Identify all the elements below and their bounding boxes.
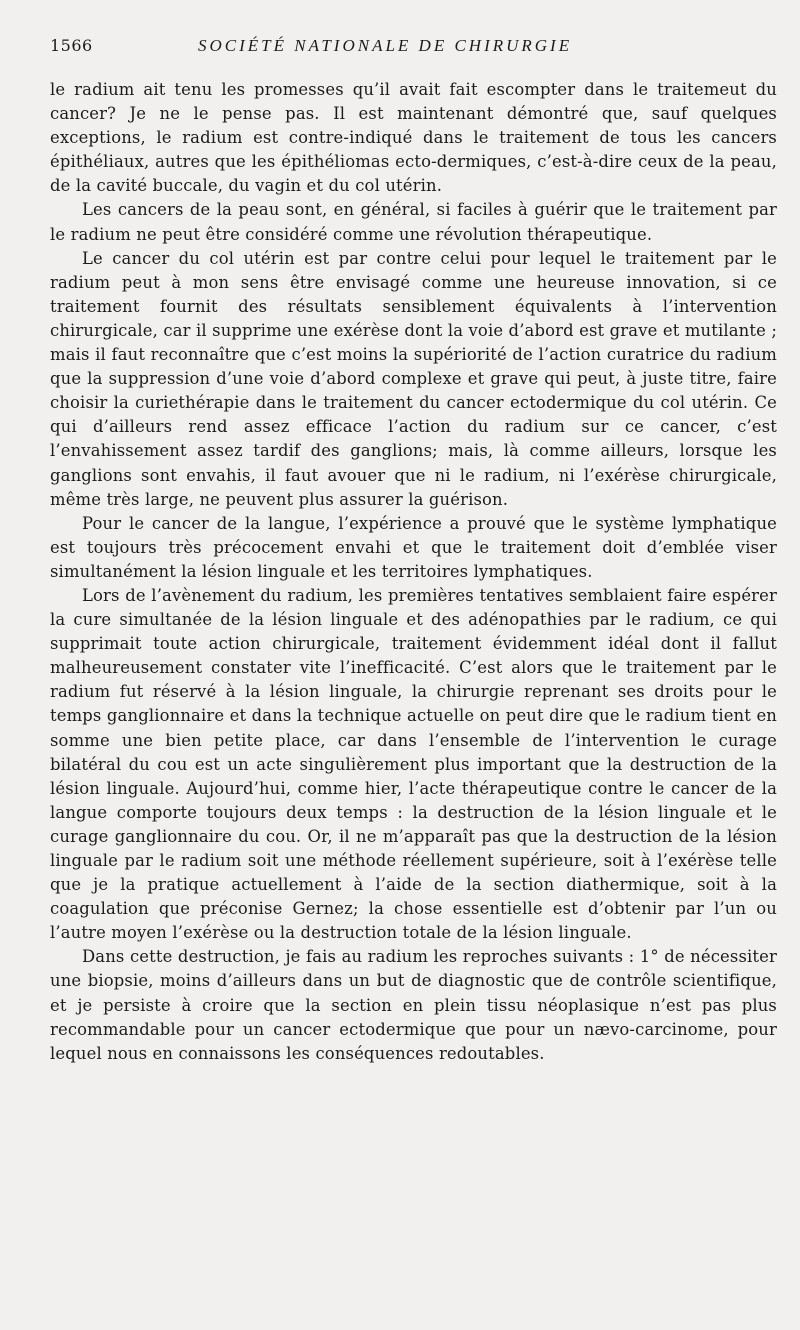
paragraph-6: Dans cette destruction, je fais au radium les reproches suivants : 1° de nécessiter une biopsie, moins d’ailleurs dans un but de diagnostic que de contrôle scientifique, et je persiste à croire que la section en plein tissu néoplasique n’est pas plus recommandable pour un cancer ectodermique que pour un nævo-carcinome, pour lequel nous en connaissons les conséquences redoutables. xyxy=(50,947,777,1063)
body-text xyxy=(50,78,777,1066)
paragraph-3: Le cancer du col utérin est par contre celui pour lequel le traitement par le radium peut à mon sens être envisagé comme une heureuse innovation, si ce traitement fournit des résultats sensiblement équivalents à l’intervention chirurgicale, car il supprime une exérèse dont la voie d’abord est grave et mutilante ; mais il faut reconnaître que c’est moins la supériorité de l’action curatrice du radium que la suppression d’une voie d’abord complexe et grave qui peut, à juste titre, faire choisir la curiethérapie dans le traitement du cancer ectodermique du col utérin. Ce qui d’ailleurs rend assez efficace l’action du radium sur ce cancer, c’est l’envahissement assez tardif des ganglions; mais, là comme ailleurs, lorsque les ganglions sont envahis, il faut avouer que ni le radium, ni l’exérèse chirurgicale, même très large, ne peuvent plus assurer la guérison. xyxy=(50,248,777,509)
running-header xyxy=(50,36,777,66)
paragraph-5: Lors de l’avènement du radium, les premières tentatives semblaient faire espérer la cure simultanée de la lésion linguale et des adénopathies par le radium, ce qui supprimait toute action chirurgicale, traitement évidemment idéal dont il fallut malheureusement constater vite l’inefficacité. C’est alors que le traitement par le radium fut réservé à la lésion linguale, la chirurgie reprenant ses droits pour le temps ganglionnaire et dans la technique actuelle on peut dire que le radium tient en somme une bien petite place, car dans l’ensemble de l’intervention le curage bilatéral du cou est un acte singulièrement plus important que la destruction de la lésion linguale. Aujourd’hui, comme hier, l’acte thérapeutique contre le cancer de la langue comporte toujours deux temps : la destruction de la lésion linguale et le curage ganglionnaire du cou. Or, il ne m’apparaît pas que la destruction de la lésion linguale par le radium soit une méthode réellement supérieure, soit à l’exérèse telle que je la pratique actuellement à l’aide de la section diathermique, soit à la coagulation que préconise Gernez; la chose essentielle est d’obtenir par l’un ou l’autre moyen l’exérèse ou la destruction totale de la lésion linguale. xyxy=(50,585,777,943)
paragraph-1: le radium ait tenu les promesses qu’il avait fait escompter dans le traitemeut du cancer? Je ne le pense pas. Il est maintenant démontré que, sauf quelques exceptions, le radium est contre-indiqué dans le traitement de tous les cancers épithéliaux, autres que les épithéliomas ecto-dermiques, c’est-à-dire ceux de la peau, de la cavité buccale, du vagin et du col utérin. xyxy=(50,80,777,196)
journal-title: SOCIÉTÉ NATIONALE DE CHIRURGIE xyxy=(198,36,573,55)
page-number: 1566 xyxy=(50,36,93,55)
paragraph-2: Les cancers de la peau sont, en général, si faciles à guérir que le traitement par le radium ne peut être considéré comme une révolution thérapeutique. xyxy=(50,200,777,244)
paragraph-4: Pour le cancer de la langue, l’expérience a prouvé que le système lymphatique est toujours très précocement envahi et que le traitement doit d’emblée viser simultanément la lésion linguale et les territoires lymphatiques. xyxy=(50,513,777,581)
